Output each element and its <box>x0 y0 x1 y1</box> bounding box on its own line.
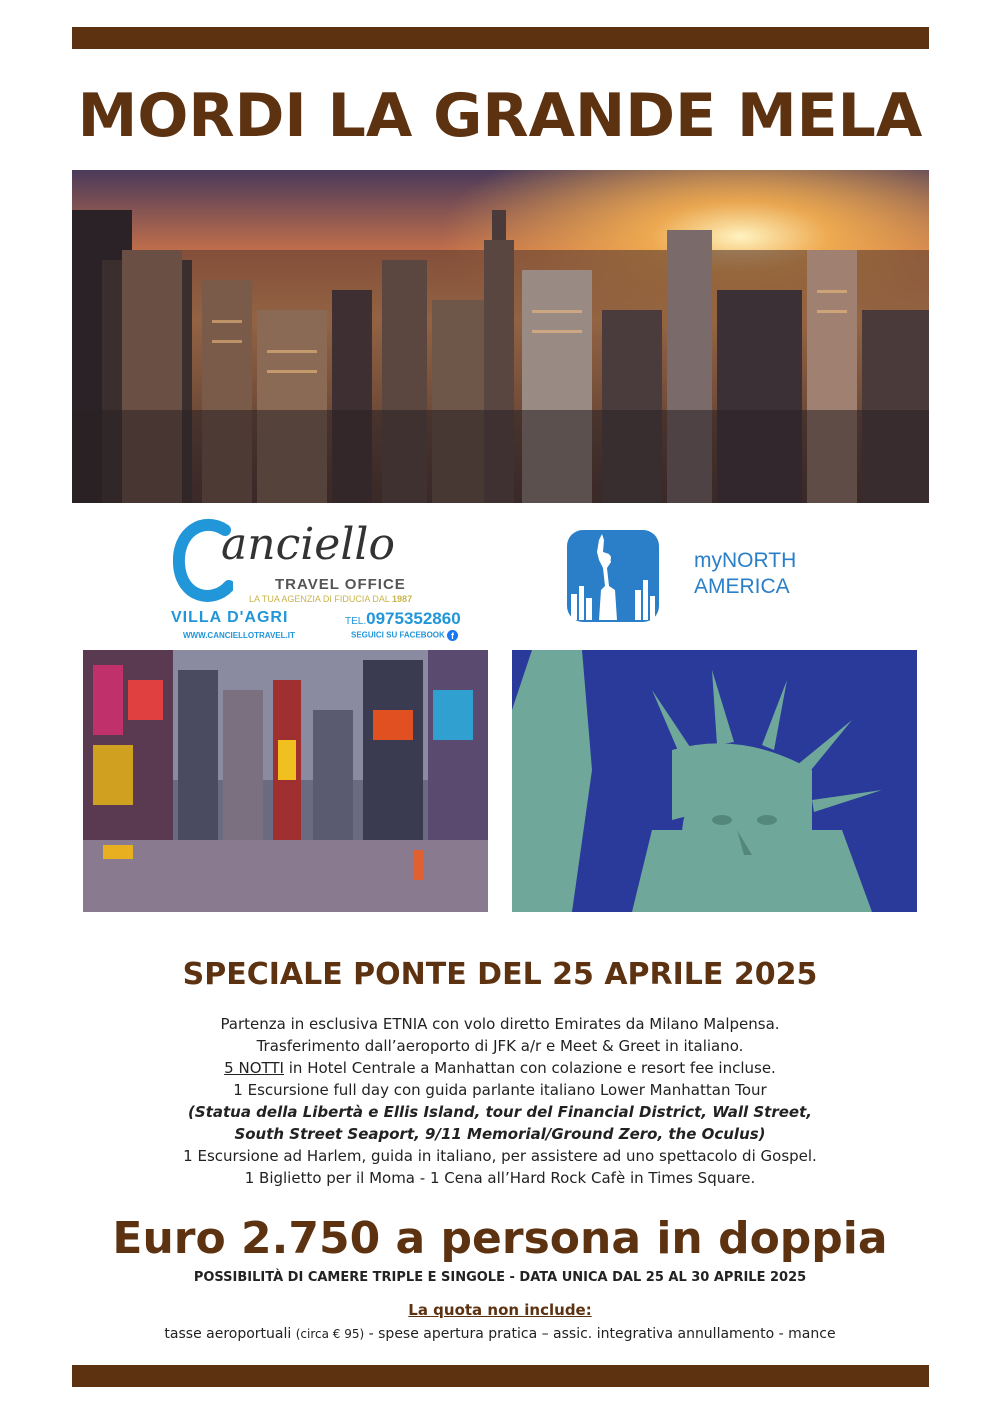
logo-website: WWW.CANCIELLOTRAVEL.IT <box>183 631 295 640</box>
statue-of-liberty-icon <box>565 528 661 624</box>
not-included-title: La quota non include: <box>408 1301 592 1319</box>
logo-facebook-text: SEGUICI SU FACEBOOK <box>351 630 445 640</box>
bottom-divider-bar <box>72 1365 929 1387</box>
exclusion-taxes-amount: (circa € 95) <box>295 1327 365 1341</box>
detail-hotel <box>0 1057 1000 1079</box>
logo-phone-number: 0975352860 <box>366 609 461 628</box>
logo-tagline <box>249 594 412 604</box>
logo-tagline-text: LA TUA AGENZIA DI FIDUCIA DAL <box>249 594 393 604</box>
offer-price: Euro 2.750 a persona in doppia <box>112 1213 888 1264</box>
exclusion-others: - spese apertura pratica – assic. integrativa annullamento - mance <box>364 1326 836 1342</box>
logo-subtitle: TRAVEL OFFICE <box>275 576 406 593</box>
top-divider-bar <box>72 27 929 49</box>
logo-tagline-year: 1987 <box>392 594 413 604</box>
detail-flight: Partenza in esclusiva ETNIA con volo diretto Emirates da Milano Malpensa. <box>220 1015 780 1033</box>
canciello-travel-logo <box>165 506 487 646</box>
times-square-image <box>83 650 488 912</box>
logo-phone-label: TEL. <box>345 616 367 627</box>
detail-excursion-stops-2: South Street Seaport, 9/11 Memorial/Ground Zero, the Oculus) <box>234 1125 766 1143</box>
detail-moma-dinner: 1 Biglietto per il Moma - 1 Cena all’Hard Rock Cafè in Times Square. <box>244 1169 756 1187</box>
offer-title: SPECIALE PONTE DEL 25 APRILE 2025 <box>182 957 818 992</box>
facebook-icon: f <box>447 630 458 641</box>
detail-excursion-harlem: 1 Escursione ad Harlem, guida in italiano, per assistere ad uno spettacolo di Gospel. <box>183 1147 817 1165</box>
logo-location: VILLA D'AGRI <box>171 609 289 626</box>
logo-mna-line2: AMERICA <box>694 575 790 598</box>
detail-excursion-stops-1: (Statua della Libertà e Ellis Island, tour del Financial District, Wall Street, <box>188 1103 812 1121</box>
detail-transfer: Trasferimento dall’aeroporto di JFK a/r e Meet & Greet in italiano. <box>256 1037 744 1055</box>
mynorthamerica-logo-text <box>694 548 796 600</box>
hero-skyline-image <box>72 170 929 503</box>
exclusion-taxes: tasse aeroportuali <box>164 1326 296 1342</box>
page-title: MORDI LA GRANDE MELA <box>77 81 923 151</box>
logo-mna-line1: myNORTH <box>694 549 797 572</box>
logo-name: anciello <box>221 519 395 570</box>
offer-options: POSSIBILITÀ DI CAMERE TRIPLE E SINGOLE - DATA UNICA DAL 25 AL 30 APRILE 2025 <box>193 1270 807 1285</box>
detail-hotel-text: in Hotel Centrale a Manhattan con colazione e resort fee incluse. <box>283 1059 776 1077</box>
not-included-list <box>0 1323 1000 1345</box>
detail-excursion-manhattan: 1 Escursione full day con guida parlante italiano Lower Manhattan Tour <box>233 1081 767 1099</box>
detail-nights: 5 NOTTI <box>224 1059 284 1077</box>
statue-of-liberty-image <box>512 650 917 912</box>
logo-phone <box>345 609 461 629</box>
offer-details <box>0 1013 1000 1189</box>
logo-facebook <box>351 630 458 641</box>
